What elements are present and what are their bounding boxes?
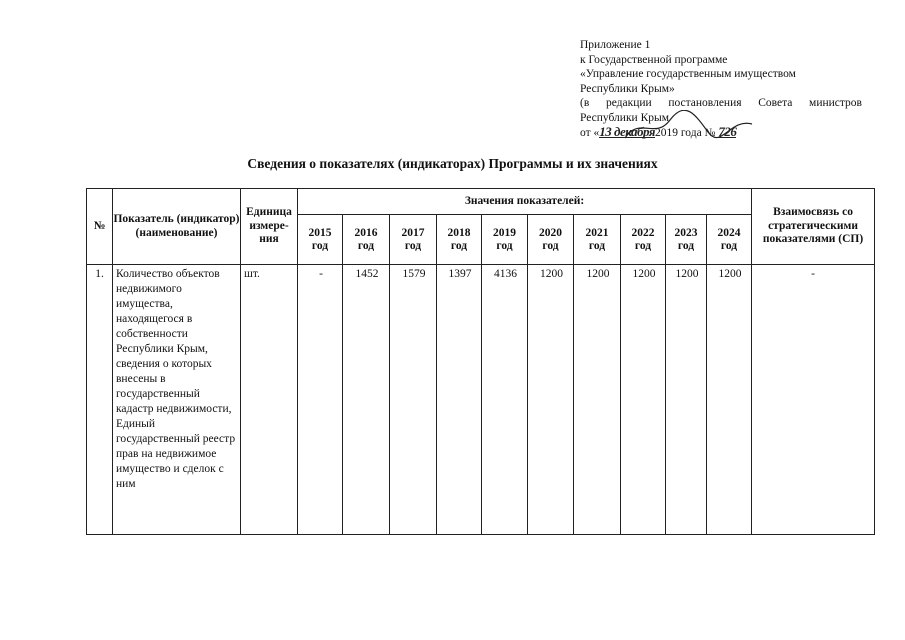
- header-year: [528, 215, 574, 265]
- header-year-value: 2024: [717, 226, 741, 239]
- row-value: 1397: [437, 265, 482, 535]
- row-value: 1200: [621, 265, 666, 535]
- header-year: [390, 215, 437, 265]
- appendix-line: (в редакции постановления Совета министров: [580, 97, 862, 110]
- header-year-suffix: год: [542, 239, 559, 252]
- row-indicator: Количество объектов недвижимого имущества, находящегося в собственности Республики Крым, сведения о которых внесены в государственный кадастр недвижимости, Единый государственный реестр прав на недвижимое имущество и сделок с ним: [113, 265, 241, 535]
- appendix-line: Республики Крым: [580, 111, 669, 124]
- appendix-line: Приложение 1: [580, 39, 651, 51]
- header-values-group: Значения показателей:: [298, 189, 752, 215]
- header-indicator: Показатель (индикатор) (наименование): [113, 189, 241, 265]
- date-mid: 2019 года №: [655, 126, 716, 139]
- header-year-suffix: год: [677, 239, 695, 252]
- row-value: 1200: [528, 265, 574, 535]
- document-title: Сведения о показателях (индикаторах) Программы и их значениях: [247, 156, 658, 171]
- row-value: 1452: [343, 265, 390, 535]
- appendix-line: Республики Крым»: [580, 82, 675, 95]
- header-year-value: 2023: [674, 226, 698, 239]
- header-year-value: 2018: [447, 226, 471, 239]
- header-year-value: 2017: [401, 226, 425, 239]
- header-year: [343, 215, 390, 265]
- header-unit: [241, 189, 298, 265]
- header-unit-line: измере-: [249, 219, 289, 232]
- header-year-suffix: год: [496, 239, 513, 252]
- header-year-value: 2015: [308, 226, 332, 239]
- indicators-table: [86, 188, 875, 535]
- handwritten-date: 13 декабря: [599, 123, 655, 139]
- row-unit: шт.: [241, 265, 298, 535]
- header-year-suffix: год: [588, 239, 606, 252]
- header-year: [298, 215, 343, 265]
- date-prefix: от «: [580, 126, 600, 139]
- header-year-suffix: год: [311, 239, 329, 252]
- row-relation: -: [752, 265, 875, 535]
- appendix-date-line: [580, 123, 862, 141]
- row-value: 4136: [482, 265, 528, 535]
- header-year: [666, 215, 707, 265]
- row-value: 1200: [666, 265, 707, 535]
- header-year: [707, 215, 752, 265]
- row-value: -: [298, 265, 343, 535]
- header-year-value: 2020: [539, 226, 562, 239]
- header-year: [574, 215, 621, 265]
- table-row: [87, 265, 875, 535]
- header-unit-line: ния: [259, 233, 279, 246]
- header-year-suffix: год: [404, 239, 422, 252]
- handwritten-number: 726: [718, 123, 737, 139]
- header-unit-line: Единица: [246, 206, 292, 219]
- row-value: 1200: [707, 265, 752, 535]
- header-year: [482, 215, 528, 265]
- header-year-suffix: год: [450, 239, 468, 252]
- header-year-value: 2019: [493, 226, 516, 239]
- row-value: 1200: [574, 265, 621, 535]
- appendix-line: «Управление государственным имуществом: [580, 68, 796, 81]
- row-value: 1579: [390, 265, 437, 535]
- row-number: 1.: [87, 265, 113, 535]
- appendix-block: [580, 38, 862, 140]
- header-year-suffix: год: [357, 239, 375, 252]
- header-year-value: 2022: [631, 226, 655, 239]
- header-year-suffix: год: [720, 239, 738, 252]
- appendix-line: к Государственной программе: [580, 53, 728, 66]
- header-year: [437, 215, 482, 265]
- header-year-value: 2021: [585, 226, 609, 239]
- header-relation: Взаимосвязь со стратегическими показателями (СП): [752, 189, 875, 265]
- header-year-suffix: год: [634, 239, 652, 252]
- header-year-value: 2016: [354, 226, 378, 239]
- header-year: [621, 215, 666, 265]
- header-no: №: [87, 189, 113, 265]
